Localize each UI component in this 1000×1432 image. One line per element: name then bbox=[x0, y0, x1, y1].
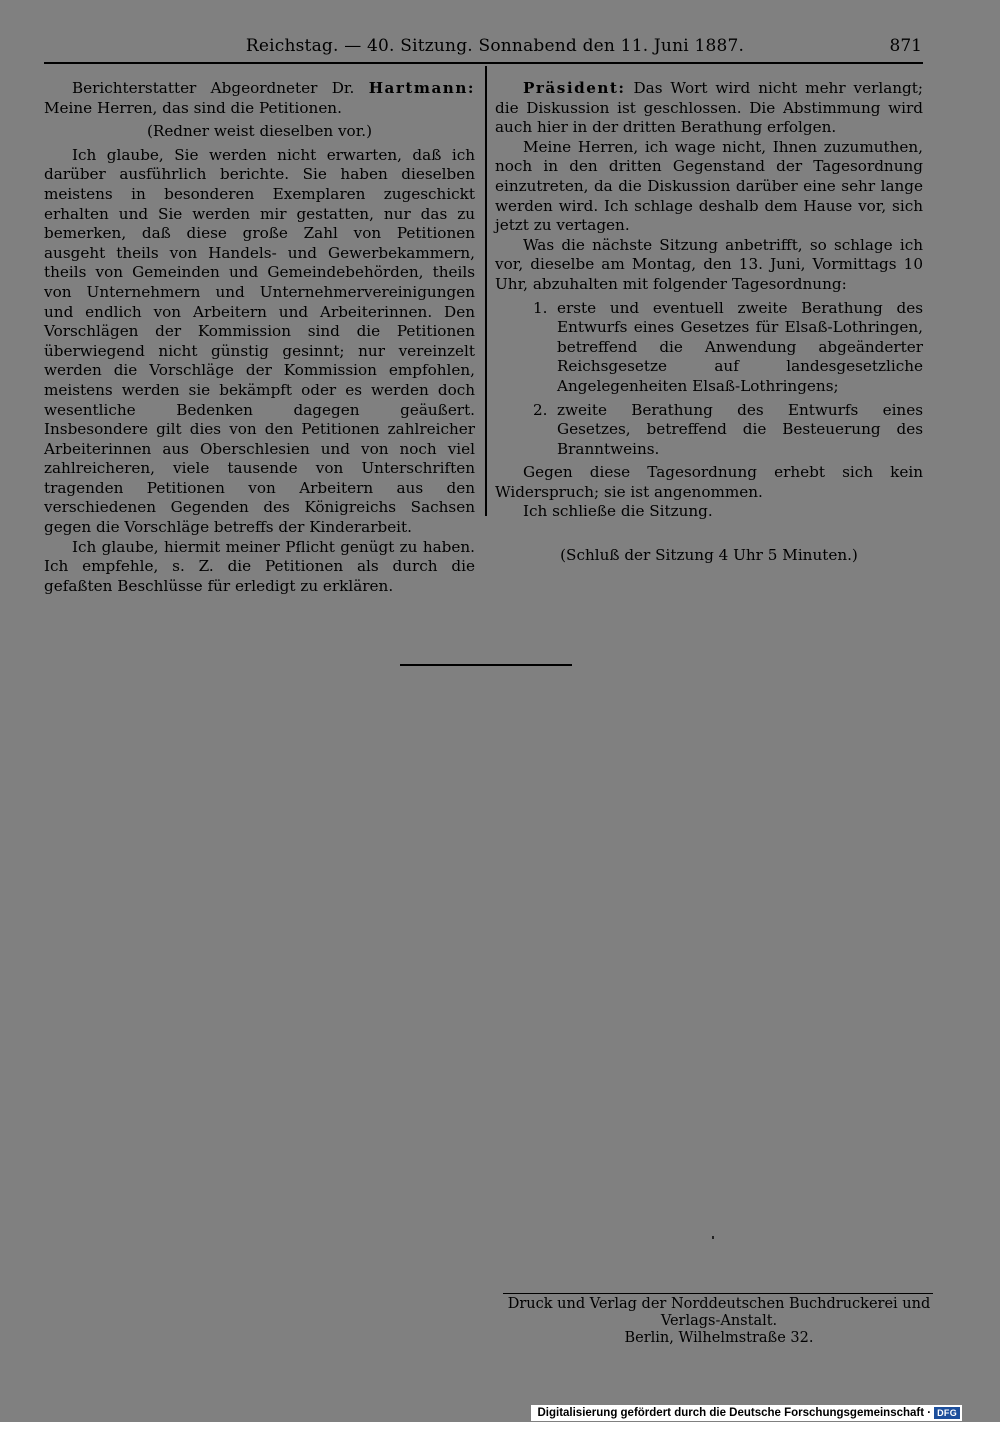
imprint-rule bbox=[503, 1293, 933, 1294]
adjournment-paragraph: Meine Herren, ich wage nicht, Ihnen zuzumuthen, noch in den dritten Gegenstand der Tagesordnung einzutreten, da die Diskussion darüber eine sehr lange werden wird. Ich schlage deshalb dem Hause vor, sich jetzt zu vertagen. bbox=[495, 137, 923, 235]
agenda-item-number: 1. bbox=[533, 298, 548, 317]
agenda-item bbox=[533, 401, 923, 460]
dfg-logo-icon: DFG bbox=[934, 1407, 960, 1419]
closing-note: (Schluß der Sitzung 4 Uhr 5 Minuten.) bbox=[560, 546, 858, 565]
footer-strip bbox=[0, 1422, 1000, 1432]
left-column bbox=[44, 79, 475, 596]
agenda-item-text: erste und eventuell zweite Berathung des Entwurfs eines Gesetzes für Elsaß-Lothringen, betreffend die Anwendung abgeänderter Reichsgesetze auf landesgesetzliche Angelegenheiten Elsaß-Lothringens; bbox=[557, 298, 923, 395]
agenda-item-number: 2. bbox=[533, 400, 548, 419]
president-text: Das Wort wird nicht mehr verlangt; die Diskussion ist geschlossen. Die Abstimmung wird auch hier in der dritten Berathung erfolgen. bbox=[495, 79, 923, 137]
print-speck bbox=[712, 1236, 714, 1239]
rapporteur-title: Berichterstatter Abgeordneter Dr. bbox=[72, 79, 369, 97]
agenda-item bbox=[533, 299, 923, 397]
imprint-line-2: Berlin, Wilhelmstraße 32. bbox=[624, 1330, 814, 1346]
right-column bbox=[495, 79, 923, 566]
imprint-line-1: Druck und Verlag der Norddeutschen Buchdruckerei und Verlags-Anstalt. bbox=[507, 1296, 931, 1329]
rapporteur-opening: Meine Herren, das sind die Petitionen. bbox=[44, 98, 342, 117]
speaker-name: Hartmann: bbox=[368, 79, 475, 97]
funding-text: Digitalisierung gefördert durch die Deutsche Forschungsgemeinschaft · bbox=[537, 1407, 932, 1419]
stage-direction: (Redner weist dieselben vor.) bbox=[146, 122, 373, 141]
president-statement bbox=[495, 79, 923, 138]
running-header: Reichstag. — 40. Sitzung. Sonnabend den 11. Juni 1887. bbox=[245, 36, 745, 56]
president-label: Präsident: bbox=[523, 79, 626, 97]
next-session-paragraph: Was die nächste Sitzung anbetrifft, so schlage ich vor, dieselbe am Montag, den 13. Juni, Vormittags 10 Uhr, abzuhalten mit folgender Tagesordnung: bbox=[495, 235, 923, 293]
session-closed-paragraph: Ich schließe die Sitzung. bbox=[523, 502, 713, 521]
rapporteur-intro bbox=[44, 79, 475, 118]
speech-paragraph-2: Ich glaube, hiermit meiner Pflicht genügt zu haben. Ich empfehle, s. Z. die Petitionen als durch die gefaßten Beschlüsse für erledigt zu erklären. bbox=[44, 537, 475, 595]
section-end-rule bbox=[400, 664, 572, 666]
header-rule bbox=[44, 62, 923, 64]
page-number: 871 bbox=[889, 36, 922, 56]
agenda-accepted-paragraph: Gegen diese Tagesordnung erhebt sich kein Widerspruch; sie ist angenommen. bbox=[495, 463, 923, 501]
agenda-item-text: zweite Berathung des Entwurfs eines Gesetzes, betreffend die Besteuerung des Branntweins. bbox=[557, 400, 923, 458]
column-divider bbox=[485, 66, 487, 516]
speech-paragraph-1: Ich glaube, Sie werden nicht erwarten, daß ich darüber ausführlich berichte. Sie haben dieselben meistens in besonderen Exemplaren zugeschickt erhalten und Sie werden mir gestatten, nur das zu bemerken, daß diese große Zahl von Petitionen ausgeht theils von Handels- und Gewerbekammern, theils von Gemeinden und Gemeindebehörden, theils von Unternehmern und Unternehmervereinigungen und endlich von Arbeitern und Arbeiterinnen. Den Vorschlägen der Kommission sind die Petitionen überwiegend nicht günstig gesinnt; nur vereinzelt werden die Vorschläge der Kommission empfohlen, meistens werden sie bekämpft oder es werden doch wesentliche Bedenken dagegen geäußert. Insbesondere gilt dies von den Petitionen zahlreicher Arbeiterinnen aus Oberschlesien und von noch viel zahlreicheren, viele tausende von Unterschriften tragenden Petitionen von Arbeitern aus den verschiedenen Gegenden des Königreichs Sachsen gegen die Vorschläge betreffs der Kinderarbeit. bbox=[44, 145, 475, 537]
printer-imprint bbox=[490, 1296, 948, 1347]
funding-notice bbox=[531, 1405, 962, 1421]
